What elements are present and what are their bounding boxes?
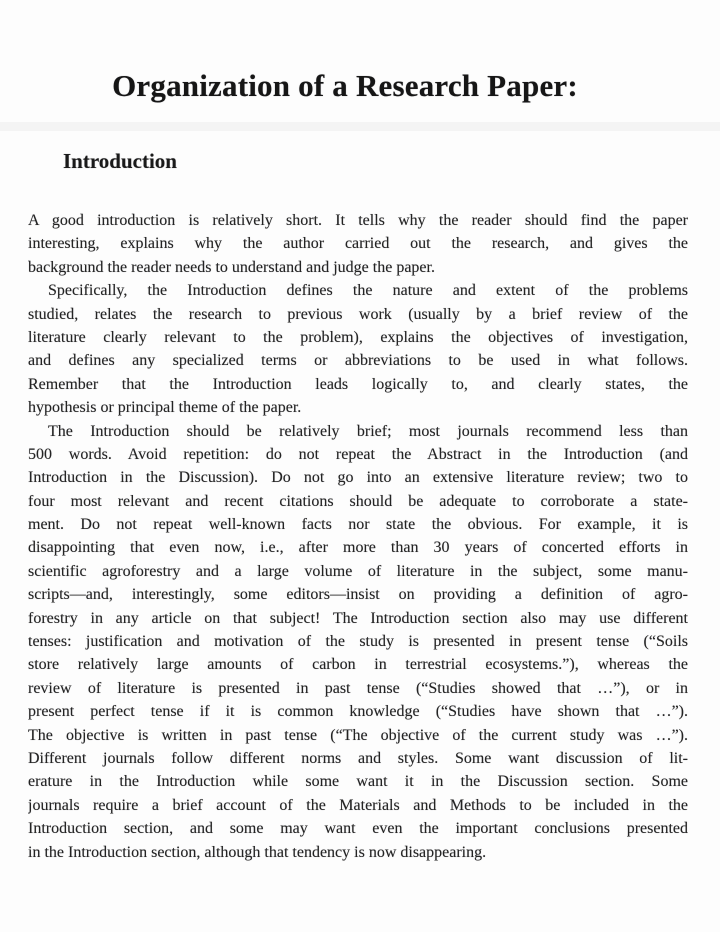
text-line: hypothesis or principal theme of the paper. — [28, 399, 302, 417]
text-line: Introduction in the Discussion). Do not go into an extensive literature review; two to — [28, 469, 688, 487]
text-line: forestry in any article on that subject! The Introduction section also may use different — [28, 609, 688, 627]
text-line: A good introduction is relatively short. It tells why the reader should find the paper — [28, 212, 688, 229]
text-line: store relatively large amounts of carbon in terrestrial ecosystems.”), whereas the — [28, 656, 688, 674]
body-text — [28, 209, 688, 864]
text-line: literature clearly relevant to the problem), explains the objectives of investigation, — [28, 328, 688, 346]
text-line: review of literature is presented in past tense (“Studies showed that …”), or in — [28, 679, 688, 697]
text-line: The objective is written in past tense (“The objective of the current study was …”). — [28, 726, 688, 744]
text-line: background the reader needs to understand and judge the paper. — [28, 258, 435, 276]
text-line: in the Introduction section, although that tendency is now disappearing. — [28, 843, 487, 861]
text-line: tenses: justification and motivation of the study is presented in present tense (“Soils — [28, 633, 688, 651]
text-line: 500 words. Avoid repetition: do not repeat the Abstract in the Introduction (and — [28, 445, 688, 463]
text-line: Different journals follow different norms and styles. Some want discussion of lit- — [28, 749, 688, 767]
text-line: Specifically, the Introduction defines the nature and extent of the problems — [48, 282, 688, 300]
text-line: scientific agroforestry and a large volume of literature in the subject, some manu- — [28, 562, 688, 580]
text-line: interesting, explains why the author carried out the research, and gives the — [28, 235, 688, 253]
text-line: journals require a brief account of the Materials and Methods to be included in the — [28, 796, 688, 814]
text-line: and defines any specialized terms or abbreviations to be used in what follows. — [28, 352, 688, 370]
paragraph — [28, 420, 688, 864]
text-line: scripts—and, interestingly, some editors—insist on providing a definition of agro- — [28, 586, 688, 604]
text-line: present perfect tense if it is common knowledge (“Studies have shown that …”). — [28, 703, 688, 721]
paragraph — [28, 209, 688, 279]
text-line: four most relevant and recent citations should be adequate to corroborate a state- — [28, 492, 688, 510]
text-line: ment. Do not repeat well-known facts nor state the obvious. For example, it is — [28, 516, 688, 534]
text-line: disappointing that even now, i.e., after more than 30 years of concerted efforts in — [28, 539, 688, 557]
text-line: erature in the Introduction while some want it in the Discussion section. Some — [28, 773, 688, 791]
page-title: Organization of a Research Paper: — [112, 68, 578, 103]
text-line: The Introduction should be relatively brief; most journals recommend less than — [48, 422, 688, 440]
section-heading: Introduction — [63, 149, 177, 173]
text-line: Remember that the Introduction leads logically to, and clearly states, the — [28, 375, 688, 393]
text-line: Introduction section, and some may want even the important conclusions presented — [28, 820, 688, 838]
text-line: studied, relates the research to previous work (usually by a brief review of the — [28, 305, 688, 323]
paragraph — [28, 279, 688, 419]
scan-artifact-band — [0, 122, 720, 131]
